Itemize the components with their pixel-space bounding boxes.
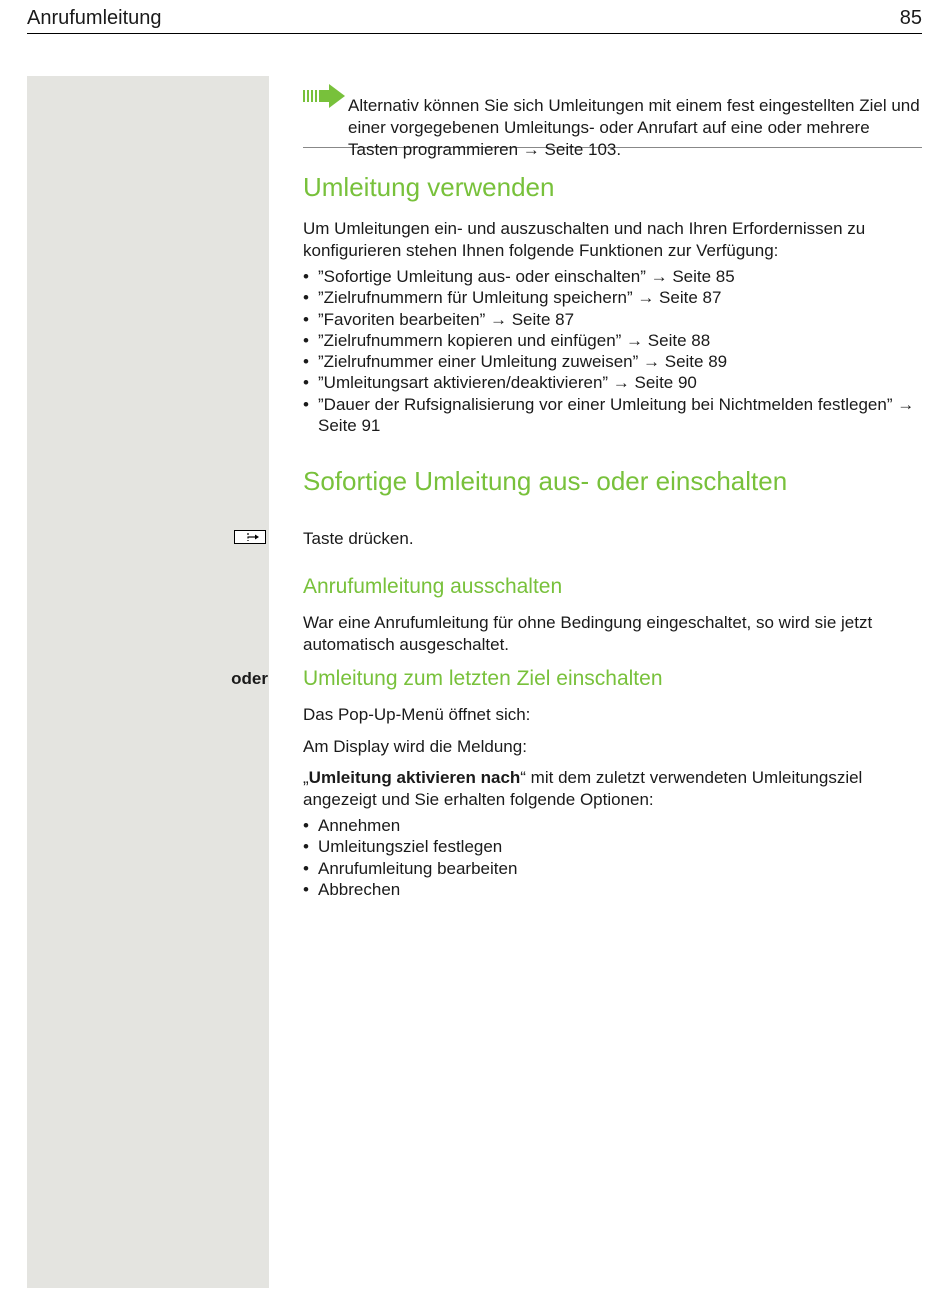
function-list	[303, 266, 922, 436]
subsection-title-ausschalten: Anrufumleitung ausschalten	[303, 575, 563, 598]
list-item: • ”Zielrufnummern für Umleitung speichern” → Seite 87	[303, 287, 922, 308]
list-item: • ”Umleitungsart aktivieren/deaktivieren” → Seite 90	[303, 372, 922, 393]
list-item: • ”Sofortige Umleitung aus- oder einschalten” → Seite 85	[303, 266, 922, 287]
quote-open: „	[303, 768, 309, 787]
option-item: • Annehmen	[303, 815, 922, 836]
section-title-umleitung-verwenden: Umleitung verwenden	[303, 172, 555, 202]
popup-text: Das Pop-Up-Menü öffnet sich:	[303, 705, 531, 724]
key-action-text: Taste drücken.	[303, 529, 414, 548]
option-item: • Anrufumleitung bearbeiten	[303, 858, 922, 879]
list-item: • ”Dauer der Rufsignalisierung vor einer Umleitung bei Nichtmelden festlegen” → Seite 91	[303, 394, 922, 437]
section-title-sofortige-umleitung: Sofortige Umleitung aus- oder einschalten	[303, 466, 788, 496]
list-item: • ”Zielrufnummern kopieren und einfügen” → Seite 88	[303, 330, 922, 351]
note-box	[303, 78, 922, 159]
message-text	[303, 767, 922, 810]
list-item: • ”Favoriten bearbeiten” → Seite 87	[303, 309, 922, 330]
section-intro: Um Umleitungen ein- und auszuschalten und nach Ihren Erfordernissen zu konfigurieren stehen Ihnen folgende Funktionen zur Verfügung:	[303, 219, 866, 260]
option-item: • Abbrechen	[303, 879, 922, 900]
side-label-oder: oder	[231, 669, 268, 688]
subsection-ausschalten-text: War eine Anrufumleitung für ohne Bedingung eingeschaltet, so wird sie jetzt automatisch ausgeschaltet.	[303, 613, 873, 654]
page-number: 85	[899, 7, 922, 29]
forward-key-icon	[234, 530, 266, 549]
page-header	[27, 6, 922, 34]
note-text: Alternativ können Sie sich Umleitungen mit einem fest eingestellten Ziel und einer vorgegebenen Umleitungs- oder Anrufart auf eine oder mehrere Tasten programmieren → Seite 103.	[348, 96, 920, 159]
note-arrow-icon	[303, 84, 345, 113]
message-bold: Umleitung aktivieren nach	[308, 768, 521, 787]
message-rest: “ mit dem zuletzt verwendeten Umleitungsziel angezeigt und Sie erhalten folgende Optionen:	[303, 768, 863, 809]
display-text: Am Display wird die Meldung:	[303, 737, 527, 756]
header-title: Anrufumleitung	[27, 7, 162, 29]
list-item: • ”Zielrufnummer einer Umleitung zuweisen” → Seite 89	[303, 351, 922, 372]
options-list	[303, 815, 922, 900]
subsection-title-einschalten: Umleitung zum letzten Ziel einschalten	[303, 667, 663, 690]
option-item: • Umleitungsziel festlegen	[303, 836, 922, 857]
